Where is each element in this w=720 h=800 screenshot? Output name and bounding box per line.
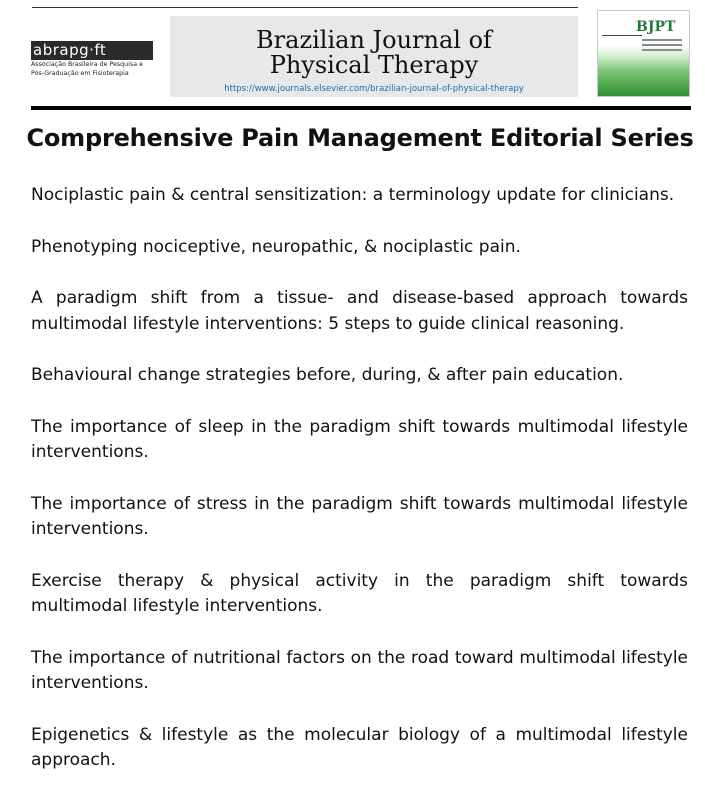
article-title: Phenotyping nociceptive, neuropathic, & nociplastic pain. bbox=[31, 236, 521, 257]
article-title: Epigenetics & lifestyle as the molecular biology of a multimodal lifestyle approach. bbox=[31, 724, 688, 770]
journal-title-line2: Physical Therapy bbox=[269, 51, 479, 79]
society-logo-mark: abrapg·ft bbox=[31, 41, 153, 60]
cover-text-lines bbox=[642, 39, 682, 54]
article-title: Behavioural change strategies before, during, & after pain education. bbox=[31, 365, 624, 385]
article-title: The importance of nutritional factors on the road toward multimodal lifestyle interventions. bbox=[31, 647, 688, 693]
article-title: Exercise therapy & physical activity in the paradigm shift towards multimodal lifestyle interventions. bbox=[31, 570, 688, 616]
article-title: A paradigm shift from a tissue- and disease-based approach towards multimodal lifestyle interventions: 5 steps to guide clinical reasoning. bbox=[31, 288, 688, 334]
society-name-line2: Pós-Graduação em Fisioterapia bbox=[31, 69, 129, 77]
journal-cover-thumbnail bbox=[597, 10, 690, 97]
top-rule bbox=[32, 7, 578, 8]
cover-rule bbox=[602, 35, 642, 36]
journal-title bbox=[170, 28, 578, 78]
journal-banner bbox=[170, 16, 578, 97]
article-title: The importance of stress in the paradigm shift towards multimodal lifestyle interventions. bbox=[31, 493, 688, 539]
journal-url-link[interactable]: https://www.journals.elsevier.com/brazilian-journal-of-physical-therapy bbox=[224, 84, 524, 94]
header-divider bbox=[31, 106, 691, 110]
journal-title-line1: Brazilian Journal of bbox=[256, 26, 492, 54]
society-name-line1: Associação Brasileira de Pesquisa e bbox=[31, 61, 143, 68]
article-title: Nociplastic pain & central sensitization: a terminology update for clinicians. bbox=[31, 185, 675, 205]
cover-mark: BJPT bbox=[636, 19, 676, 35]
society-logo bbox=[31, 41, 153, 75]
series-title: Comprehensive Pain Management Editorial Series bbox=[26, 124, 694, 152]
article-title: The importance of sleep in the paradigm shift towards multimodal lifestyle interventions. bbox=[31, 416, 688, 462]
article-list bbox=[31, 183, 688, 800]
